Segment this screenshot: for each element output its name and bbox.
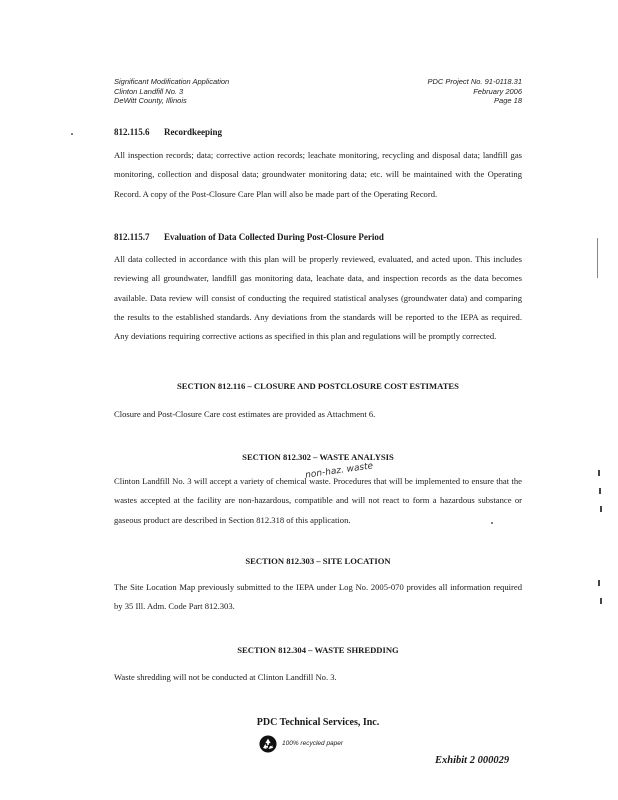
section-304-heading: SECTION 812.304 – WASTE SHREDDING [237,645,399,655]
recordkeeping-paragraph: All inspection records; data; corrective action records; leachate monitoring, recycling and disposal data; landfill gas monitoring, collection and disposal data; groundwater monitoring data; etc. will be maintained with the Operating Record. A copy of the Post-Closure Care Plan will also be made part of the Operating Record. [114,150,522,199]
scan-mark [597,238,598,278]
scan-mark [598,470,600,476]
evaluation-heading [114,232,384,242]
header-facility: Clinton Landfill No. 3 [114,86,184,96]
section-303-heading: SECTION 812.303 – SITE LOCATION [245,556,391,566]
scan-mark [600,598,602,604]
scan-mark [598,580,600,586]
header-project-number: PDC Project No. 91-0118.31 [427,77,522,86]
header-right [400,77,522,106]
header-page-number: Page 18 [494,96,522,106]
recordkeeping-heading [114,127,222,137]
header-document-title: Significant Modification Application [114,77,230,86]
recordkeeping-number: 812.115.6 [114,127,150,137]
section-302-heading: SECTION 812.302 – WASTE ANALYSIS [242,452,394,462]
header-county: DeWitt County, Illinois [114,96,187,106]
handwritten-note: non-haz. waste [304,461,374,481]
scan-speck [491,522,493,524]
scan-mark [599,488,601,494]
section-116-heading: SECTION 812.116 – CLOSURE AND POSTCLOSURE COST ESTIMATES [177,381,459,391]
scan-mark [600,506,602,512]
evaluation-number: 812.115.7 [114,232,150,242]
section-116-paragraph: Closure and Post-Closure Care cost estimates are provided as Attachment 6. [114,409,376,419]
header-left [114,77,229,106]
scan-speck [71,133,73,135]
evaluation-paragraph: All data collected in accordance with this plan will be properly reviewed, evaluated, and acted upon. This includes reviewing all groundwater, landfill gas monitoring data, leachate data, and inspection records as the data becomes available. Data review will consist of conducting the required statistical analyses (groundwater data) and comparing the results to the established standards. Any deviations from the standards will be reported to the IEPA as required. Any deviations requiring corrective actions as specified in this plan and regulations will be promptly corrected. [114,254,522,342]
evaluation-title: Evaluation of Data Collected During Post-Closure Period [164,232,384,242]
company-name: PDC Technical Services, Inc. [256,717,380,728]
recycle-icon [259,735,277,753]
exhibit-stamp: Exhibit 2 000029 [435,755,510,766]
header-date: February 2006 [473,86,522,96]
recordkeeping-title: Recordkeeping [164,127,222,137]
section-302-paragraph: Clinton Landfill No. 3 will accept a variety of chemical waste. Procedures that will be implemented to ensure that the wastes accepted at the facility are non-hazardous, compatible and will not react to form a hazardous substance or gaseous product are described in Section 812.318 of this application. [114,476,522,525]
recycled-paper-note: 100% recycled paper [282,740,344,747]
section-304-paragraph: Waste shredding will not be conducted at Clinton Landfill No. 3. [114,672,337,682]
section-303-paragraph: The Site Location Map previously submitted to the IEPA under Log No. 2005-070 provides all information required by 35 Ill. Adm. Code Part 812.303. [114,582,522,612]
